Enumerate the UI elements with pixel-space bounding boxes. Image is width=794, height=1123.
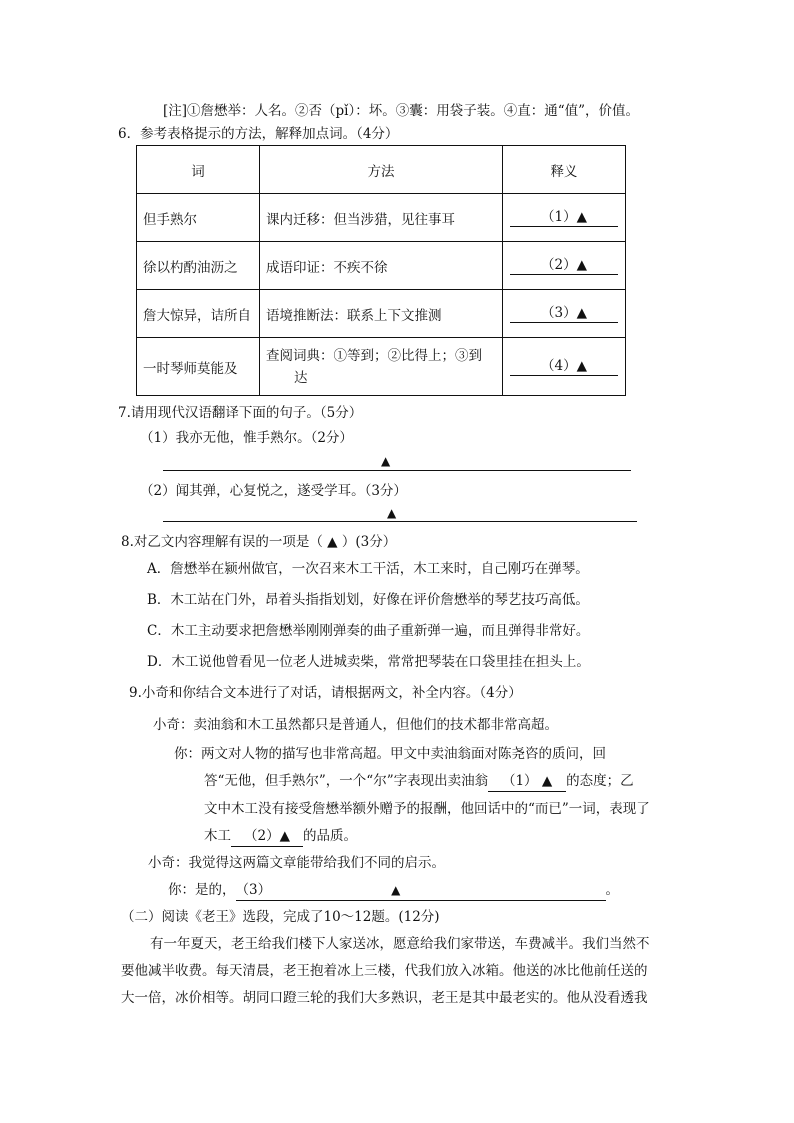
answer-line-7-2[interactable]: [163, 521, 637, 522]
blank-label: （3）: [235, 882, 272, 898]
method-line-2: 达: [294, 369, 308, 386]
dialogue-you-1-cont2: 文中木工没有接受詹懋举额外赠予的报酬，他回话中的“而已”一词，表现了: [204, 801, 650, 817]
answer-blank-9-1[interactable]: （1） ▲: [488, 771, 566, 792]
answer-line-7-1[interactable]: [163, 470, 631, 471]
question-7-prompt: 7.请用现代汉语翻译下面的句子。（5分）: [118, 405, 363, 421]
dialogue-you-1: 你：两文对人物的描写也非常高超。甲文中卖油翁面对陈尧咨的质问，回: [174, 746, 606, 762]
question-7-sentence-2: （2）闻其弹，心复悦之，遂受学耳。（3分）: [140, 483, 407, 499]
passage-line-2: 要他减半收费。每天清晨，老王抱着冰上三楼，代我们放入冰箱。他送的冰比他前任送的: [121, 963, 648, 979]
answer-blank-4[interactable]: （4）▲: [510, 357, 618, 376]
answer-blank-3[interactable]: （3）▲: [510, 304, 618, 323]
section-2-heading: （二）阅读《老王》选段，完成了10～12题。(12分): [121, 909, 440, 925]
table-cell-answer: [503, 242, 626, 290]
table-header-word: 词: [137, 146, 260, 194]
dialogue-text: 的态度；乙: [566, 773, 634, 789]
table-cell-method: 语境推断法：联系上下文推测: [260, 290, 503, 338]
table-row: [137, 242, 626, 290]
table-header-method: 方法: [260, 146, 503, 194]
option-c[interactable]: C．木工主动要求把詹懋举刚刚弹奏的曲子重新弹一遍，而且弹得非常好。: [147, 623, 590, 639]
question-8-prompt: 8.对乙文内容理解有误的一项是（ ▲ ）(3分）: [121, 534, 397, 550]
table-cell-word: 詹大惊异，诘所自: [137, 290, 260, 338]
table-cell-answer: [503, 290, 626, 338]
dialogue-text: 你：是的，: [168, 882, 236, 898]
dialogue-xiaoqi-2: 小奇：我觉得这两篇文章能带给我们不同的启示。: [148, 855, 445, 871]
option-d[interactable]: D．木工说他曾看见一位老人进城卖柴，常常把琴装在口袋里挂在担头上。: [147, 654, 590, 670]
answer-blank-1[interactable]: （1）▲: [510, 208, 618, 227]
question-6-prompt: 6．参考表格提示的方法，解释加点词。（4分）: [118, 126, 399, 142]
answer-blank-2[interactable]: （2）▲: [510, 256, 618, 275]
table-header-row: [137, 146, 626, 194]
option-a[interactable]: A．詹懋举在颍州做官，一次召来木工干活，木工来时，自己刚巧在弹琴。: [147, 561, 589, 577]
dialogue-xiaoqi-1: 小奇：卖油翁和木工虽然都只是普通人，但他们的技术都非常高超。: [153, 717, 558, 733]
annotation-note: [注]①詹懋举：人名。②否（pǐ）：坏。③囊：用袋子装。④直：通“值”，价值。: [163, 103, 640, 119]
dialogue-text: 木工: [204, 828, 231, 844]
answer-blank-9-3[interactable]: [236, 880, 606, 901]
dialogue-you-1-cont: [204, 771, 634, 792]
table-row: [137, 194, 626, 242]
question-9-prompt: 9.小奇和你结合文本进行了对话，请根据两文，补全内容。（4分）: [129, 685, 522, 701]
table-cell-method: [260, 338, 503, 396]
triangle-mark-icon: ▲: [391, 883, 401, 897]
dialogue-you-1-cont3: [204, 826, 357, 847]
question-7-sentence-1: （1）我亦无他，惟手熟尔。（2分）: [140, 430, 353, 446]
triangle-mark-icon: ▲: [387, 506, 397, 520]
triangle-mark-icon: ▲: [381, 454, 391, 468]
table-cell-method: 成语印证：不疾不徐: [260, 242, 503, 290]
dialogue-text: 的品质。: [303, 828, 357, 844]
table-row: [137, 290, 626, 338]
dialogue-text: 答“无他，但手熟尔”，一个“尔”字表现出卖油翁: [204, 773, 489, 789]
table-cell-word: 但手熟尔: [137, 194, 260, 242]
dialogue-you-2: [168, 880, 619, 901]
method-line-1: 查阅词典：①等到；②比得上；③到: [266, 347, 482, 364]
passage-line-3: 大一倍，冰价相等。胡同口蹬三轮的我们大多熟识，老王是其中最老实的。他从没看透我: [121, 990, 648, 1006]
table-cell-method: 课内迁移：但当涉猎，见往事耳: [260, 194, 503, 242]
table-cell-answer: [503, 194, 626, 242]
option-b[interactable]: B．木工站在门外，昂着头指指划划，好像在评价詹懋举的琴艺技巧高低。: [147, 592, 589, 608]
table-row: [137, 338, 626, 396]
table-header-meaning: 释义: [503, 146, 626, 194]
answer-blank-9-2[interactable]: （2）▲: [231, 826, 303, 847]
term-table: [136, 145, 626, 396]
table-cell-word: 徐以杓酌油沥之: [137, 242, 260, 290]
dialogue-text: 。: [605, 882, 619, 898]
table-cell-answer: [503, 338, 626, 396]
passage-line-1: 有一年夏天，老王给我们楼下人家送冰，愿意给我们家带送，车费减半。我们当然不: [150, 936, 650, 952]
table-cell-word: 一时琴师莫能及: [137, 338, 260, 396]
